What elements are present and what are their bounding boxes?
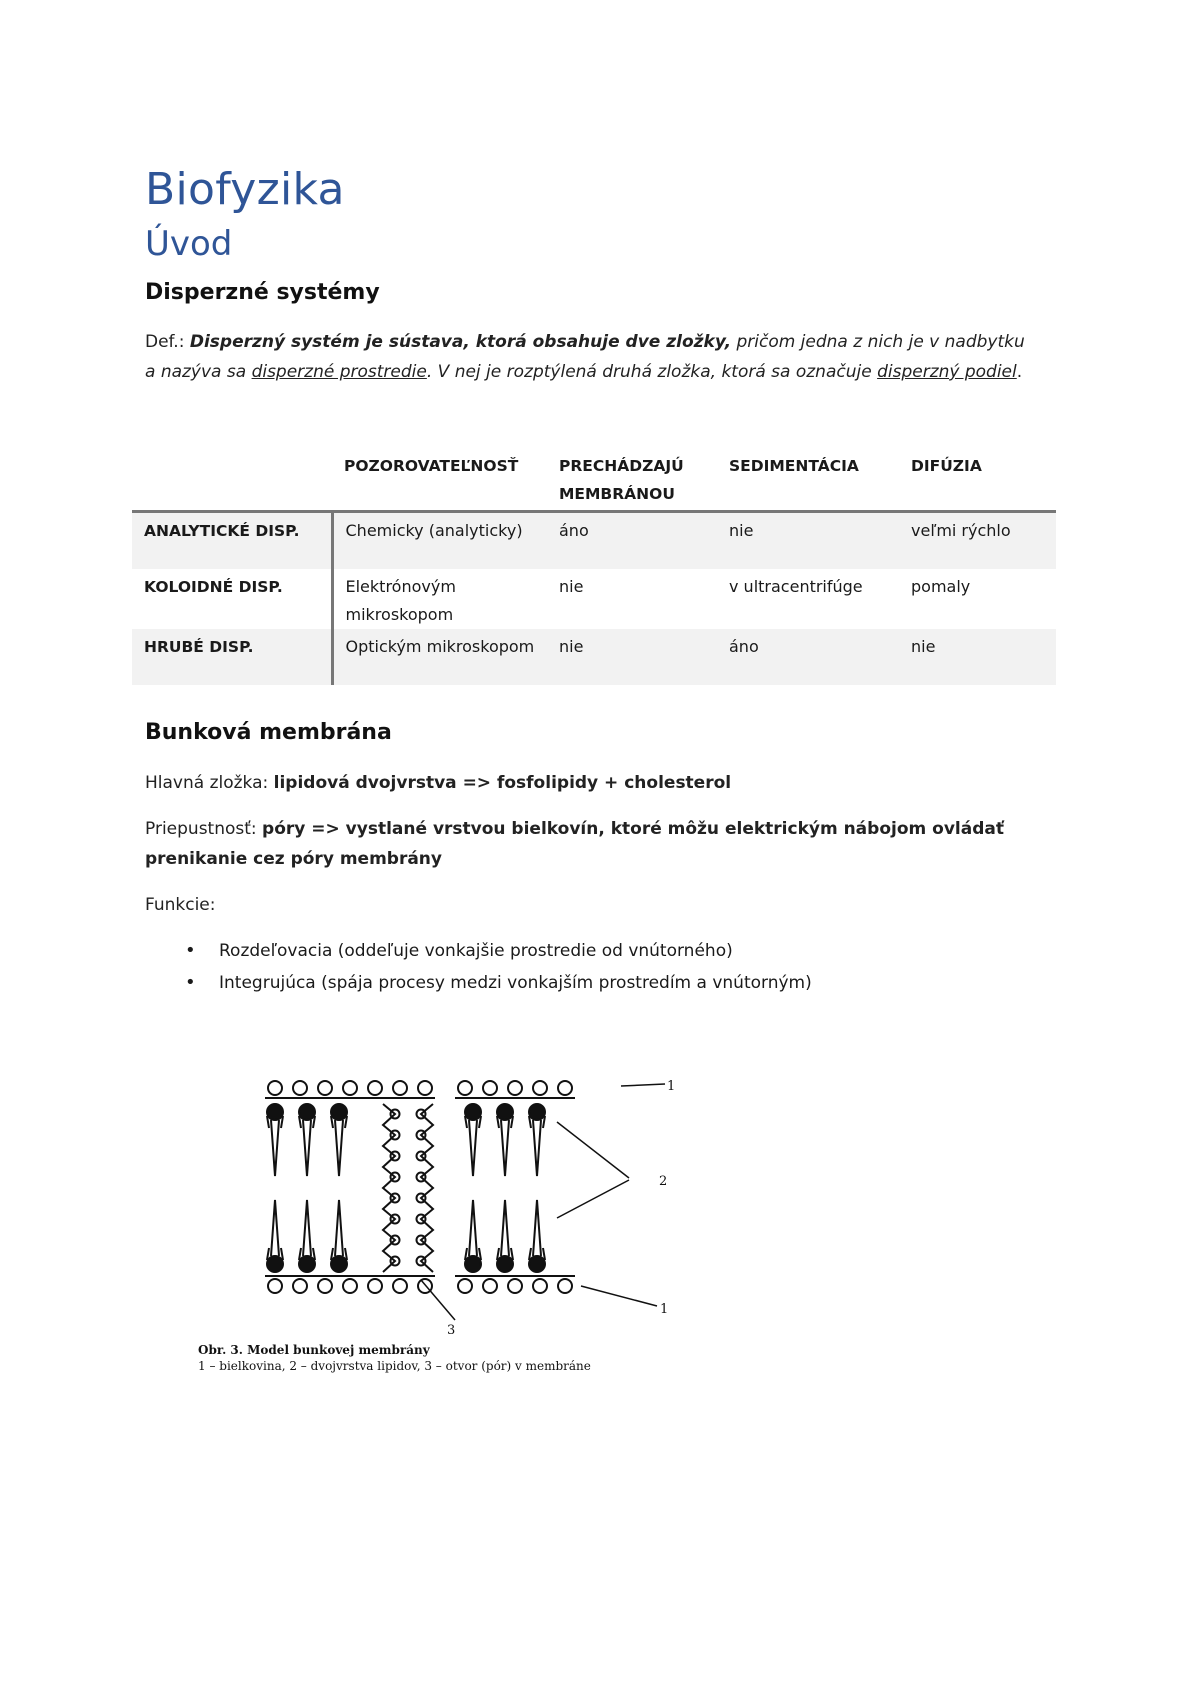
lipid-head: [267, 1104, 283, 1120]
lipid-tail: [469, 1120, 477, 1176]
label-1-bottom: 1: [660, 1302, 669, 1317]
heading-disperse-systems: Disperzné systémy: [145, 280, 380, 305]
list-item: [185, 935, 812, 967]
definition-end: .: [1016, 362, 1023, 382]
lipid-tail: [303, 1120, 311, 1176]
protein-circle: [268, 1279, 282, 1293]
protein-circle: [533, 1279, 547, 1293]
label-line-2a: [557, 1122, 629, 1178]
lipid-head: [465, 1256, 481, 1272]
figure-caption: [198, 1342, 591, 1374]
lipid-head: [529, 1256, 545, 1272]
permeability-paragraph: [145, 814, 1045, 874]
label-1-top: 1: [667, 1079, 675, 1094]
protein-circle: [483, 1279, 497, 1293]
functions-list: [185, 935, 812, 999]
main-component-paragraph: [145, 768, 1065, 798]
main-component-label: Hlavná zložka:: [145, 773, 274, 793]
table-row-header: HRUBÉ DISP.: [132, 629, 332, 685]
bullet-icon: •: [185, 972, 196, 993]
label-line-1-top: [621, 1084, 665, 1086]
table-cell: nie: [899, 629, 1056, 685]
protein-circle: [393, 1081, 407, 1095]
table-row: [132, 569, 1056, 629]
table-cell: Chemicky (analyticky): [332, 512, 547, 570]
lipid-head: [267, 1256, 283, 1272]
functions-label: Funkcie:: [145, 895, 216, 915]
lipid-tail: [533, 1120, 541, 1176]
table-header-cell: PRECHÁDZAJÚ MEMBRÁNOU: [547, 448, 717, 512]
lipid-head: [465, 1104, 481, 1120]
protein-circle: [343, 1081, 357, 1095]
label-line-3: [421, 1280, 455, 1320]
membrane-diagram: [255, 1068, 675, 1378]
protein-circle: [458, 1279, 472, 1293]
pore-wall-left: [383, 1104, 395, 1272]
definition-text-2: a nazýva sa: [145, 362, 252, 382]
definition-term-phase: disperzný podiel: [877, 362, 1017, 382]
document-subtitle: Úvod: [145, 224, 233, 264]
document-title: Biofyzika: [145, 164, 345, 215]
table-header-cell: [132, 448, 332, 512]
label-line-2b: [557, 1180, 629, 1218]
table-header-row: [132, 448, 1056, 512]
lipid-tail: [335, 1200, 343, 1256]
protein-circle: [268, 1081, 282, 1095]
table-cell: áno: [717, 629, 899, 685]
protein-circle: [483, 1081, 497, 1095]
table-cell: Optickým mikroskopom: [332, 629, 547, 685]
table-cell: pomaly: [911, 577, 971, 596]
table-row: [132, 629, 1056, 685]
main-component-value: lipidová dvojvrstva => fosfolipidy + cholesterol: [273, 773, 732, 793]
lipid-head: [331, 1104, 347, 1120]
definition-text-3: . V nej je rozptýlená druhá zložka, ktorá sa označuje: [426, 362, 878, 382]
definition-paragraph: [145, 327, 1065, 387]
table-cell: nie: [559, 577, 584, 596]
table-row: [132, 512, 1056, 570]
definition-term-medium: disperzné prostredie: [251, 362, 427, 382]
table-cell: Elektrónovým mikroskopom: [332, 569, 547, 629]
table-cell: veľmi rýchlo: [899, 512, 1056, 570]
table-header-cell: SEDIMENTÁCIA: [717, 448, 899, 512]
list-item-text: Rozdeľovacia (oddeľuje vonkajšie prostredie od vnútorného): [219, 941, 733, 961]
lipid-tail: [335, 1120, 343, 1176]
lipid-tail: [533, 1200, 541, 1256]
protein-circle: [508, 1081, 522, 1095]
table-row-header: KOLOIDNÉ DISP.: [144, 578, 283, 596]
table-cell: v ultracentrifúge: [729, 577, 863, 596]
protein-circle: [533, 1081, 547, 1095]
permeability-label: Priepustnosť:: [145, 819, 263, 839]
figure-caption-title: Obr. 3. Model bunkovej membrány: [198, 1343, 430, 1357]
protein-circle: [458, 1081, 472, 1095]
protein-circle: [293, 1081, 307, 1095]
protein-circle: [418, 1081, 432, 1095]
permeability-value: póry => vystlané vrstvou bielkovín, ktoré môžu elektrickým nábojom ovládať prenikanie cez póry membrány: [145, 819, 1004, 869]
lipid-head: [497, 1104, 513, 1120]
lipid-head: [529, 1104, 545, 1120]
table-cell: nie: [717, 512, 899, 570]
bullet-icon: •: [185, 940, 196, 961]
figure-caption-text: 1 – bielkovina, 2 – dvojvrstva lipidov, 3 – otvor (pór) v membráne: [198, 1359, 591, 1373]
protein-circle: [393, 1279, 407, 1293]
lipid-head: [299, 1104, 315, 1120]
protein-circle: [558, 1279, 572, 1293]
definition-label: Def.:: [145, 332, 185, 352]
protein-circle: [293, 1279, 307, 1293]
lipid-head: [331, 1256, 347, 1272]
lipid-tail: [303, 1200, 311, 1256]
table-cell: áno: [547, 512, 717, 570]
label-line-1-bottom: [581, 1286, 657, 1306]
definition-text-1: pričom jedna z nich je v nadbytku: [731, 332, 1025, 352]
protein-circle: [368, 1081, 382, 1095]
pore-wall-right: [421, 1104, 433, 1272]
protein-circle: [558, 1081, 572, 1095]
protein-circle: [368, 1279, 382, 1293]
lipid-tail: [501, 1120, 509, 1176]
protein-circle: [343, 1279, 357, 1293]
table-cell: nie: [547, 629, 717, 685]
list-item-text: Integrujúca (spája procesy medzi vonkajším prostredím a vnútorným): [219, 973, 812, 993]
heading-cell-membrane: Bunková membrána: [145, 720, 392, 745]
lipid-head: [299, 1256, 315, 1272]
lipid-tail: [271, 1120, 279, 1176]
label-2: 2: [659, 1174, 668, 1189]
table-header-cell: DIFÚZIA: [899, 448, 1056, 512]
lipid-head: [497, 1256, 513, 1272]
protein-circle: [318, 1279, 332, 1293]
protein-circle: [318, 1081, 332, 1095]
disperse-systems-table: [132, 448, 1056, 685]
definition-bold: Disperzný systém je sústava, ktorá obsahuje dve zložky,: [189, 332, 732, 352]
list-item: [185, 967, 812, 999]
table-row-header: ANALYTICKÉ DISP.: [132, 512, 332, 570]
lipid-tail: [271, 1200, 279, 1256]
protein-circle: [508, 1279, 522, 1293]
lipid-tail: [469, 1200, 477, 1256]
label-3: 3: [447, 1323, 456, 1338]
lipid-tail: [501, 1200, 509, 1256]
table-header-cell: POZOROVATEĽNOSŤ: [332, 448, 547, 512]
